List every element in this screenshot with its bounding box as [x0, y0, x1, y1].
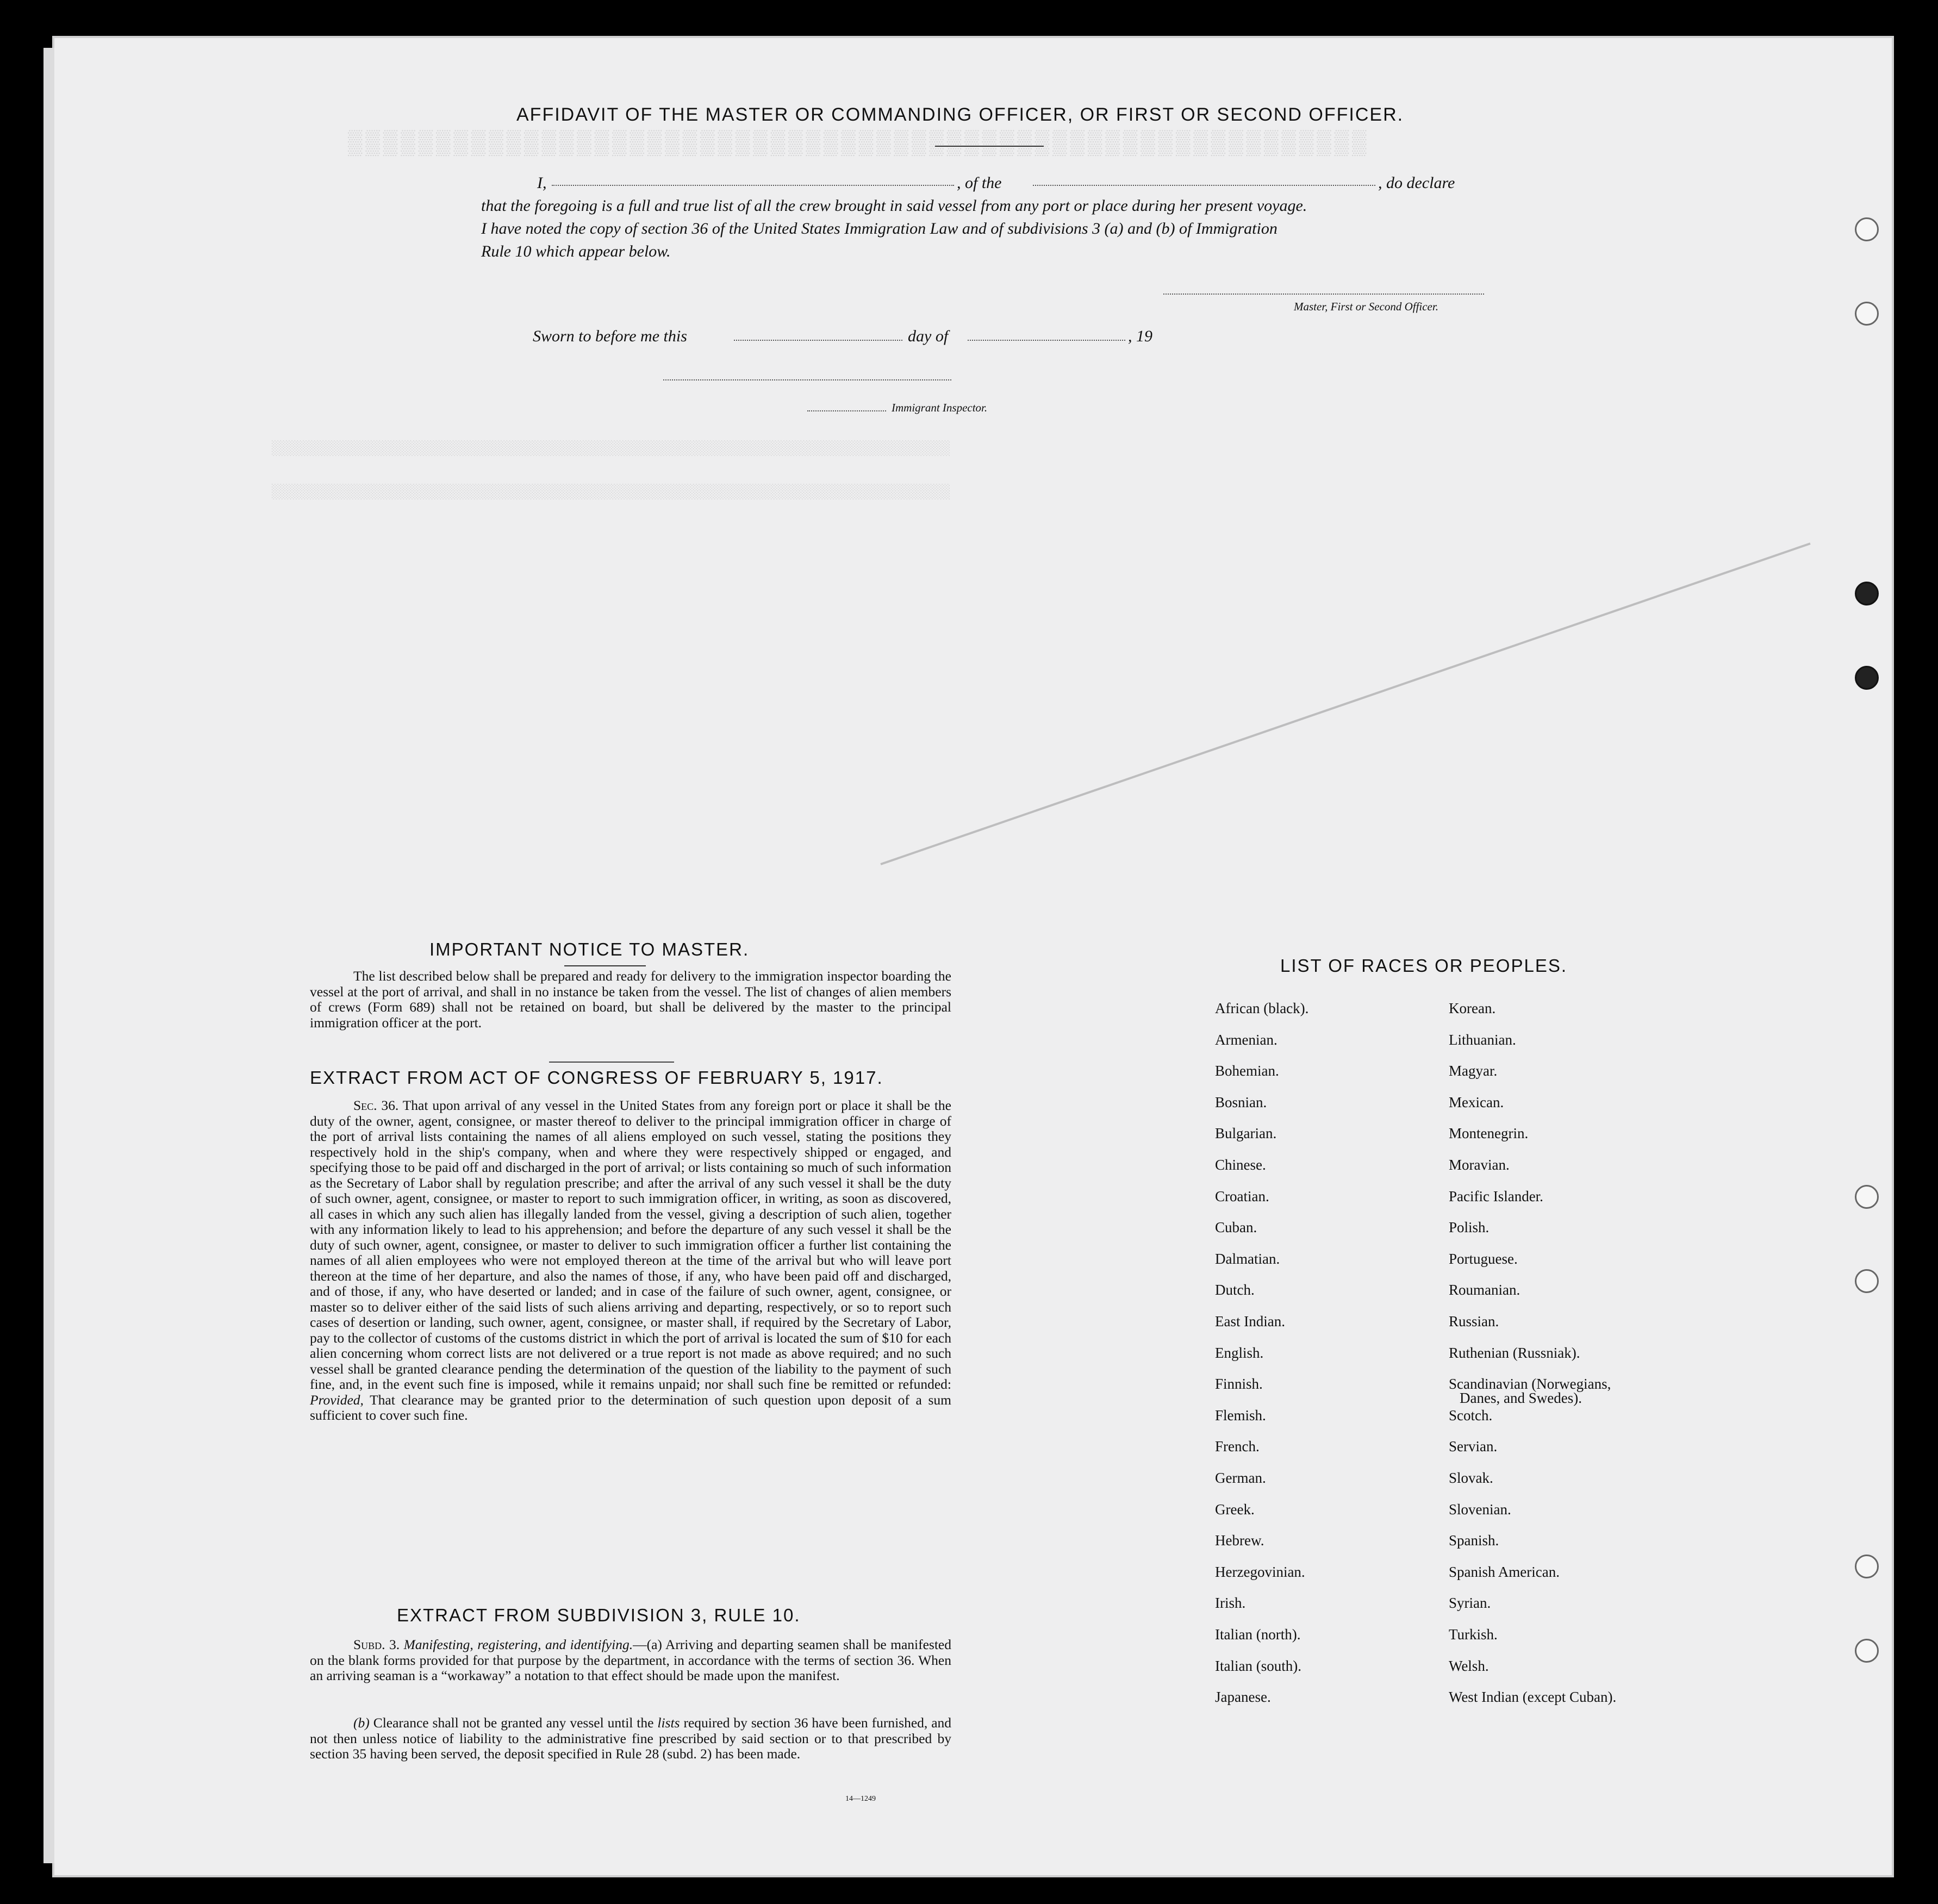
declaration-line-2: that the foregoing is a full and true list of all the crew brought in said vessel from any port or place during her present voyage. [481, 197, 1307, 215]
section-rule [549, 1062, 674, 1063]
binder-hole [1855, 1639, 1879, 1663]
affidavit-title: AFFIDAVIT OF THE MASTER OR COMMANDING OFFICER, OR FIRST OR SECOND OFFICER. [516, 104, 1404, 125]
race-item: Spanish. [1449, 1532, 1499, 1549]
race-item: Pacific Islander. [1449, 1188, 1543, 1204]
race-item: Russian. [1449, 1313, 1499, 1329]
race-item: Turkish. [1449, 1626, 1498, 1643]
document-page [54, 38, 1892, 1875]
race-item: Hebrew. [1215, 1532, 1264, 1549]
race-item: Korean. [1449, 1000, 1496, 1016]
rule-extract-title: EXTRACT FROM SUBDIVISION 3, RULE 10. [397, 1605, 801, 1625]
race-item: French. [1215, 1438, 1260, 1455]
race-item: Irish. [1215, 1595, 1246, 1612]
para-b-text-1: Clearance shall not be granted any vessel until the [373, 1715, 654, 1731]
act-body-end: That clearance may be granted prior to the determination of such question upon deposit of a sum sufficient to cover such fine. [310, 1391, 951, 1423]
race-item: Magyar. [1449, 1063, 1498, 1079]
act-extract-body [310, 1098, 951, 1424]
sworn-day-of: day of [908, 327, 949, 345]
para-b-label: (b) [353, 1715, 370, 1731]
race-item: Japanese. [1215, 1689, 1271, 1706]
notice-body-text: The list described below shall be prepared and ready for delivery to the immigration inspector boarding the vessel at the port of arrival, and shall in no instance be taken from the vessel. The list of changes of alien members of crews (Form 689) shall not be retained on board, but shall be delivered by the master to the principal immigration officer at the port. [310, 968, 951, 1031]
sworn-month-blank[interactable] [968, 340, 1125, 341]
race-item: Roumanian. [1449, 1282, 1521, 1299]
race-item: Bulgarian. [1215, 1125, 1277, 1142]
binder-hole [1855, 582, 1879, 605]
races-title: LIST OF RACES OR PEOPLES. [1280, 956, 1568, 976]
subd-heading: Manifesting, registering, and identifying. [403, 1637, 633, 1652]
race-item: Armenian. [1215, 1031, 1278, 1048]
race-item: English. [1215, 1344, 1264, 1361]
race-item: Welsh. [1449, 1657, 1489, 1674]
inspector-caption: Immigrant Inspector. [892, 401, 988, 414]
binder-hole [1855, 1269, 1879, 1293]
race-item: East Indian. [1215, 1313, 1285, 1329]
master-caption: Master, First or Second Officer. [1294, 300, 1438, 313]
title-rule [935, 146, 1044, 147]
race-item: Herzegovinian. [1215, 1563, 1305, 1580]
binder-hole [1855, 1185, 1879, 1209]
declaration-line-3: I have noted the copy of section 36 of the United States Immigration Law and of subdivisions 3 (a) and (b) of Immigration [481, 220, 1278, 238]
race-item: Finnish. [1215, 1376, 1263, 1393]
race-item: Slovenian. [1449, 1501, 1511, 1518]
race-item: Greek. [1215, 1501, 1255, 1518]
race-item: Portuguese. [1449, 1250, 1518, 1267]
declaration-do-declare: , do declare [1378, 174, 1455, 192]
race-item: German. [1215, 1470, 1266, 1486]
race-item: Chinese. [1215, 1157, 1266, 1173]
bleed-through-text: ▒▒▒▒▒▒▒▒▒▒▒▒▒▒▒▒▒▒▒▒▒▒▒▒▒▒▒▒▒▒▒▒▒▒▒▒▒▒▒▒▒▒▒▒▒▒▒▒▒▒▒▒▒▒▒▒▒▒ [348, 130, 1370, 158]
declaration-of-the: , of the [957, 174, 1002, 192]
race-item: Ruthenian (Russniak). [1449, 1344, 1580, 1361]
race-item: Scandinavian (Norwegians, [1449, 1376, 1611, 1393]
race-item: Croatian. [1215, 1188, 1269, 1204]
rule-paragraph-b [310, 1715, 951, 1762]
act-extract-title: EXTRACT FROM ACT OF CONGRESS OF FEBRUARY 5, 1917. [310, 1068, 883, 1088]
vessel-name-blank[interactable] [1033, 185, 1375, 186]
declarant-name-blank[interactable] [552, 185, 954, 186]
race-item: Danes, and Swedes). [1460, 1390, 1582, 1407]
race-item: Servian. [1449, 1438, 1498, 1455]
declaration-line-4: Rule 10 which appear below. [481, 242, 671, 260]
binder-hole [1855, 666, 1879, 690]
provided-word: Provided, [310, 1391, 364, 1408]
inspector-caption-leader [807, 410, 886, 411]
binder-hole [1855, 302, 1879, 326]
race-item: Syrian. [1449, 1595, 1491, 1612]
pen-stroke [54, 38, 1892, 1875]
title-rule [564, 965, 646, 966]
race-item: Cuban. [1215, 1219, 1257, 1236]
notice-title: IMPORTANT NOTICE TO MASTER. [429, 939, 750, 959]
race-item: Spanish American. [1449, 1563, 1560, 1580]
rule-paragraph-a [310, 1637, 951, 1684]
notice-body [310, 969, 951, 1031]
sworn-prefix: Sworn to before me this [533, 327, 687, 345]
act-body-text: That upon arrival of any vessel in the United States from any foreign port or place it shall be the duty of the owner, agent, consignee, or master thereof to deliver to the principal immigration officer in charge of the port of arrival lists containing the names of all aliens employed on such vessel, stating the positions they respectively hold in the ship's company, when and where they were respectively shipped or engaged, and specifying those to be paid off and discharged in the port of arrival; or lists containing so much of such information as the Secretary of Labor shall by regulation prescribe; and after the arrival of any such vessel it shall be the duty of such owner, agent, consignee, or master to report to such immigration officer, in writing, as soon as discovered, all cases in which any such alien has illegally landed from the vessel, giving a description of such alien, together with any information likely to lead to his apprehension; and before the departure of any such vessel it shall be the duty of such owner, agent, consignee, or master to deliver to such immigration officer a further list containing the names of all alien employees who were not employed thereon at the time of the arrival but who will leave port thereon at the time of her departure, and also the names of those, if any, who have been paid off and discharged, and of those, if any, who have deserted or landed; and in case of the failure of such owner, agent, consignee, or master so to deliver either of the said lists of such aliens arriving and departing, respectively, or so to report such cases of desertion or landing, such owner, agent, consignee, or master shall, if required by the Secretary of Labor, pay to the collector of customs of the customs district in which the port of arrival is located the sum of $10 for each alien concerning whom correct lists are not delivered or a true report is not made as above required; and no such vessel shall be granted clearance pending the determination of the question of the liability to the payment of such fine, and, in the event such fine is imposed, while it remains unpaid; nor shall such fine be remitted or refunded: [310, 1097, 951, 1392]
race-item: Bosnian. [1215, 1094, 1267, 1110]
race-item: Dalmatian. [1215, 1250, 1280, 1267]
inspector-signature-line[interactable] [663, 379, 951, 380]
race-item: Polish. [1449, 1219, 1490, 1236]
para-b-text-2: required by section 36 have been furnished, and not then unless notice of liability to the administrative fine prescribed by said section or to that prescribed by section 35 having been served, the deposit specified in Rule 28 (subd. 2) has been made. [310, 1715, 952, 1762]
race-item: Dutch. [1215, 1282, 1255, 1299]
para-a-text: —(a) Arriving and departing seamen shall be manifested on the blank forms provided for that purpose by the department, in accordance with the terms of section 36. When an arriving seaman is a “workaway” a notation to that effect should be made upon the manifest. [310, 1637, 951, 1683]
race-item: Flemish. [1215, 1407, 1266, 1424]
race-item: Moravian. [1449, 1157, 1510, 1173]
race-item: Bohemian. [1215, 1063, 1279, 1079]
subd-label: Subd. 3. [353, 1637, 400, 1652]
race-item: Scotch. [1449, 1407, 1493, 1424]
race-item: Italian (south). [1215, 1657, 1301, 1674]
binder-hole [1855, 217, 1879, 241]
master-signature-line[interactable] [1163, 294, 1484, 295]
bleed-through-text: ░░░░░░░░░░░░░░░░░░░░░░░░░░░░░░░░░░░░░░░░░░░░░░░░░░░░░░░░░░░░░░░░░░░░░░░░░░░░░░░░ [272, 440, 951, 457]
sworn-day-blank[interactable] [734, 340, 902, 341]
bleed-through-text: ░░░░░░░░░░░░░░░░░░░░░░░░░░░░░░░░░░░░░░░░░░░░░░░░░░░░░░░░░░░░░░░░░░░░░░░░░░░░░░░░ [272, 484, 951, 500]
para-b-lists: lists [657, 1715, 680, 1731]
binder-hole [1855, 1555, 1879, 1578]
sworn-year: , 19 [1128, 327, 1152, 345]
race-item: Montenegrin. [1449, 1125, 1529, 1142]
race-item: Mexican. [1449, 1094, 1504, 1110]
race-item: Slovak. [1449, 1470, 1493, 1486]
sec-label: Sec. 36. [353, 1097, 399, 1113]
declaration-i: I, [537, 174, 547, 192]
race-item: West Indian (except Cuban). [1449, 1689, 1617, 1706]
form-number: 14—1249 [845, 1795, 876, 1803]
race-item: Italian (north). [1215, 1626, 1301, 1643]
race-item: African (black). [1215, 1000, 1309, 1016]
race-item: Lithuanian. [1449, 1031, 1516, 1048]
